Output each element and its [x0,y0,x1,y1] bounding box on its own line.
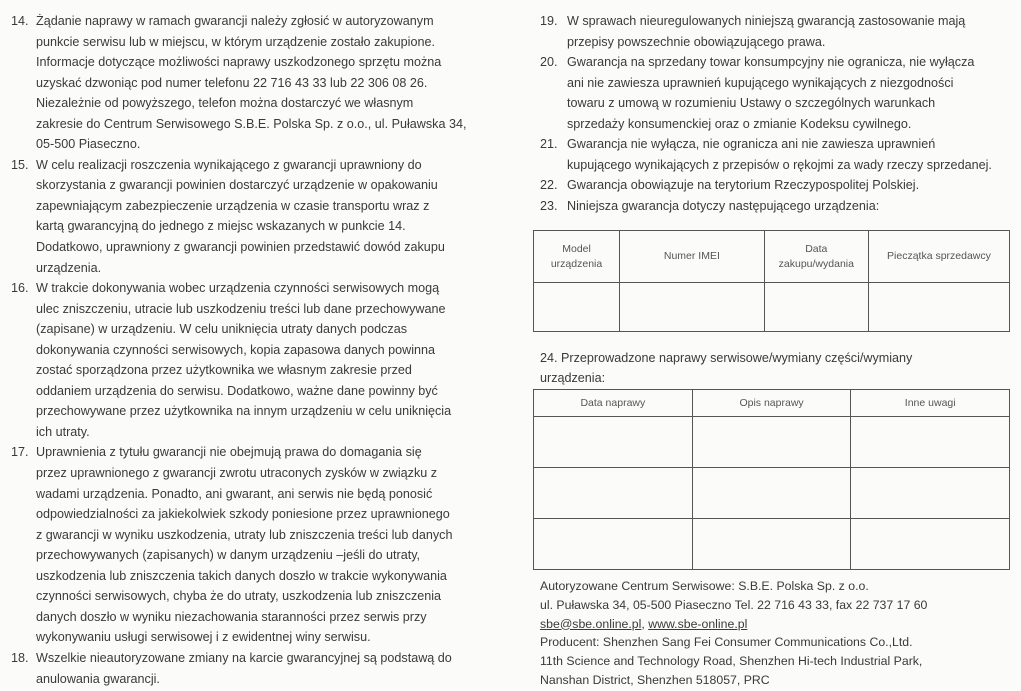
header-repair-description: Opis naprawy [692,390,851,417]
item-text-line: Uprawnienia z tytułu gwarancji nie obejmują prawa do domagania się [36,445,422,460]
purchase-date-cell[interactable] [764,283,868,332]
right-column [520,0,1021,687]
item-text-line: Wszelkie nieautoryzowane zmiany na karcie gwarancyjnej są podstawą do [36,650,452,665]
header-imei: Numer IMEI [620,231,765,283]
item-number: 15. [11,157,29,172]
item-text-line: (zapisane) w urządzeniu. W celu uniknięcia utraty danych podczas [36,322,408,337]
warranty-term-item [520,175,1021,196]
item-text-line: kartą gwarancyjną do jednego z miejsc wskazanych w punkcie 14. [36,219,406,234]
item-text-line: W sprawach nieuregulowanych niniejszą gwarancją zastosowanie mają [567,14,966,28]
warranty-term-item [0,278,515,442]
repairs-caption: 24. Przeprowadzone naprawy serwisowe/wymiany części/wymiany urządzenia: [540,351,913,385]
service-center-address: ul. Puławska 34, 05-500 Piaseczno Tel. 22 716 43 33, fax 22 737 17 60 [540,597,928,612]
header-seller-stamp: Pieczątka sprzedawcy [868,231,1009,283]
item-number: 23. [540,198,558,213]
service-center-footer [540,577,927,690]
repairs-table-header-row [534,390,1010,417]
item-text-line: punkcie serwisu lub w miejscu, w którym urządzenie zostało zakupione. [36,34,435,49]
repair-date-cell[interactable] [534,519,693,570]
item-number: 20. [540,55,558,70]
item-text-line: przez uprawnionego z gwarancji zwrotu utraconych zysków w związku z [36,466,438,481]
item-text-line: przechowywane przez użytkownika na innym urządzeniu w celu uniknięcia [36,404,452,419]
repair-date-cell[interactable] [534,468,693,519]
repairs-table [533,389,1010,570]
item-number: 16. [11,281,29,296]
item-text-line: Niezależnie od powyższego, telefon można dostarczyć we własnym [36,96,414,111]
item-number: 17. [11,445,29,460]
item-text-line: sprzedaży konsumenckiej oraz o zmianie Kodeksu cywilnego. [567,116,912,131]
item-number: 14. [11,14,29,28]
item-text-line: uzyskać dzwoniąc pod numer telefonu 22 716 43 33 lub 22 306 08 26. [36,75,428,90]
item-number: 22. [540,178,558,193]
item-text-line: wykonywaniu usługi serwisowej i z ewidentnej winy serwisu. [36,630,371,645]
warranty-term-item [520,11,1021,52]
item-text-line: wadami urządzenia. Ponadto, ani gwarant, ani serwis nie będą ponosić [36,486,433,501]
repair-description-cell[interactable] [692,468,851,519]
item-number: 18. [11,650,29,665]
item-number: 21. [540,137,558,152]
table-row [534,468,1010,519]
item-text-line: odpowiedzialności za jakiekolwiek szkody poniesione przez uprawnionego [36,507,450,522]
item-text-line: zakresie do Centrum Serwisowego S.B.E. Polska Sp. z o.o., ul. Puławska 34, [36,116,467,131]
item-text-line: oddaniem urządzenia do serwisu. Dodatkowo, ważne dane powinny być [36,383,438,398]
other-notes-cell[interactable] [851,519,1010,570]
repair-description-cell[interactable] [692,519,851,570]
other-notes-cell[interactable] [851,417,1010,468]
warranty-term-item [520,196,1021,217]
item-text-line: zostać sporządzona przez użytkownika we własnym zakresie przed [36,363,412,378]
item-text-line: 05-500 Piaseczno. [36,137,141,152]
item-text-line: skorzystania z gwarancji powinien dostarczyć urządzenie w opakowaniu [36,178,438,193]
warranty-term-item [0,442,515,647]
warranty-term-item [0,155,515,278]
item-text-line: przechowywanych (zapisanych) w danym urządzeniu –jeśli do utraty, [36,548,421,563]
item-text-line: dokonywania czynności serwisowych, kopia zapasowa danych powinna [36,342,436,357]
model-cell[interactable] [534,283,620,332]
item-text-line: Gwarancja na sprzedany towar konsumpcyjny nie ogranicza, nie wyłącza [567,55,975,70]
repair-date-cell[interactable] [534,417,693,468]
website-link[interactable]: www.sbe-online.pl [648,616,748,631]
manufacturer-name: Producent: Shenzhen Sang Fei Consumer Communications Co.,Ltd. [540,635,913,650]
item-text-line: W trakcie dokonywania wobec urządzenia czynności serwisowych mogą [36,281,440,296]
item-number: 19. [540,14,558,28]
device-table-header-row [534,231,1010,283]
item-text-line: towaru z umową w rozumieniu Ustawy o szczególnych warunkach [567,96,936,111]
item-text-line: anulowania gwarancji. [36,671,160,686]
manufacturer-address-1: 11th Science and Technology Road, Shenzhen Hi-tech Industrial Park, [540,654,923,669]
table-row [534,519,1010,570]
item-text-line: Żądanie naprawy w ramach gwarancji należy zgłosić w autoryzowanym [36,14,434,28]
item-text-line: ich utraty. [36,424,90,439]
item-text-line: z gwarancji w wyniku uszkodzenia, utraty lub zniszczenia treści lub danych [36,527,453,542]
warranty-term-item [520,134,1021,175]
item-text-line: Dodatkowo, uprawniony z gwarancji powinien przedstawić dowód zakupu [36,240,445,255]
contact-links: sbe@sbe.online.pl, www.sbe-online.pl [540,616,748,631]
email-link[interactable]: sbe@sbe.online.pl [540,616,642,631]
warranty-terms-list-right [520,0,1021,216]
manufacturer-address-2: Nanshan District, Shenzhen 518057, PRC [540,672,770,687]
header-model: Model urządzenia [534,231,620,283]
warranty-term-item [520,52,1021,134]
imei-cell[interactable] [620,283,765,332]
header-purchase-date: Data zakupu/wydania [764,231,868,283]
item-text-line: W celu realizacji roszczenia wynikającego z gwarancji uprawniony do [36,157,422,172]
item-text-line: ulec zniszczeniu, utracie lub uszkodzeniu treści lub dane przechowywane [36,301,446,316]
repair-description-cell[interactable] [692,417,851,468]
item-text-line: danych doszło w wyniku niezachowania staranności przez serwis przy [36,609,427,624]
item-text-line: urządzenia. [36,260,102,275]
table-row [534,283,1010,332]
item-text-line: uszkodzenia lub zniszczenia takich danych doszło w trakcie wykonywania [36,568,447,583]
item-text-line: Niniejsza gwarancja dotyczy następującego urządzenia: [567,198,880,213]
device-table [533,230,1010,332]
warranty-term-item [0,11,515,155]
item-text-line: ani nie zawiesza uprawnień kupującego wynikających z niezgodności [567,75,954,90]
item-text-line: Gwarancja obowiązuje na terytorium Rzeczypospolitej Polskiej. [567,178,920,193]
item-text-line: Informacje dotyczące możliwości naprawy uszkodzonego sprzętu można [36,55,442,70]
service-center-name: Autoryzowane Centrum Serwisowe: S.B.E. Polska Sp. z o.o. [540,579,869,593]
item-text-line: zapewniającym zabezpieczenie urządzenia w czasie transportu wraz z [36,198,430,213]
header-other-notes: Inne uwagi [851,390,1010,417]
other-notes-cell[interactable] [851,468,1010,519]
item-text-line: kupującego wynikających z przepisów o rękojmi za wady rzeczy sprzedanej. [567,157,992,172]
seller-stamp-cell[interactable] [868,283,1009,332]
item-text-line: Gwarancja nie wyłącza, nie ogranicza ani nie zawiesza uprawnień [567,137,936,152]
item-text-line: czynności serwisowych, chyba że do utraty, uszkodzenia lub zniszczenia [36,589,442,604]
table-row [534,417,1010,468]
item-text-line: przepisy powszechnie obowiązującego prawa. [567,34,826,49]
warranty-term-item [0,648,515,689]
header-repair-date: Data naprawy [534,390,693,417]
